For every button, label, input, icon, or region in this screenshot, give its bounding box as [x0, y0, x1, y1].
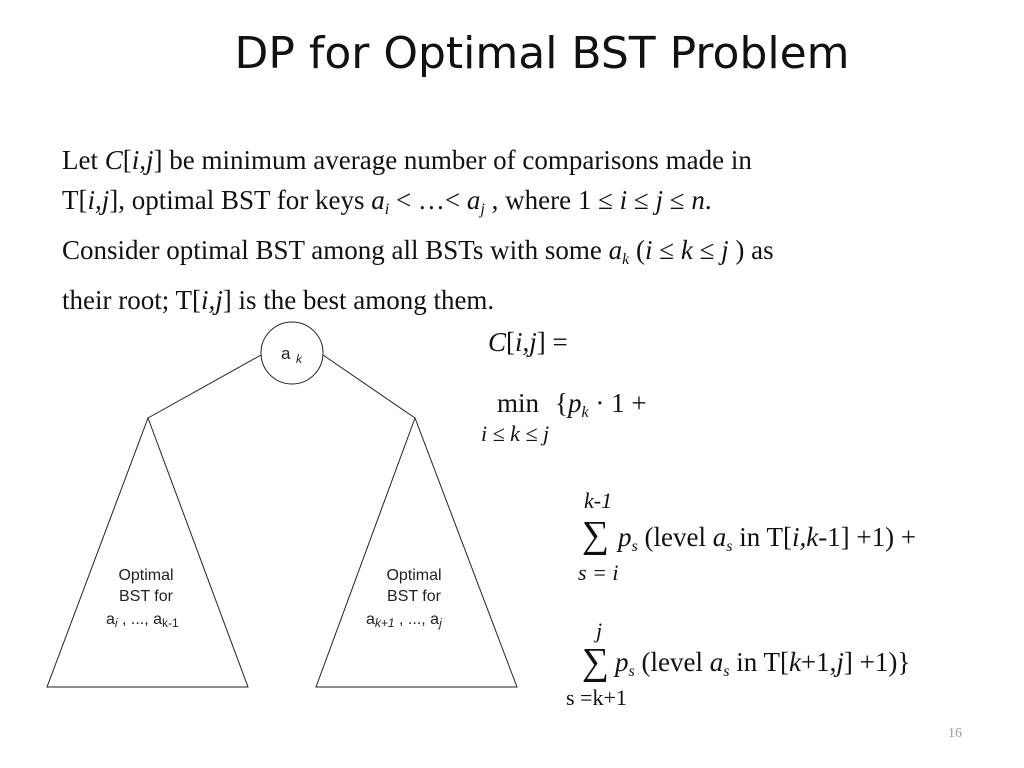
math-var: p — [567, 388, 582, 418]
math-var: i,j — [200, 285, 223, 315]
text-run: their root; T[ — [62, 285, 201, 315]
math-subscript: i — [384, 201, 390, 218]
text-run: Consider optimal BST among all BSTs with some — [62, 235, 609, 265]
text-run: in T[ — [729, 647, 789, 677]
math-var: i,k — [791, 522, 819, 552]
math-var: a — [712, 522, 727, 552]
text-run: ( — [629, 235, 645, 265]
root-label: a — [281, 344, 291, 363]
text-run: (level — [637, 522, 713, 552]
math-var: a — [466, 185, 481, 215]
text-run: [ — [506, 327, 516, 357]
math-var: i — [644, 235, 653, 265]
math-var: j — [836, 647, 844, 677]
sum1-term — [618, 522, 916, 556]
sum1-upper-limit — [584, 488, 612, 514]
key-subscript: j — [439, 616, 442, 630]
text-run: in T[ — [732, 522, 792, 552]
root-node — [261, 322, 323, 384]
math-var: a — [371, 185, 385, 215]
text-run: ≤ — [627, 185, 656, 215]
math-subscript: k — [581, 404, 589, 421]
root-label-sub: k — [296, 352, 302, 366]
formula-min-range: i ≤ k ≤ j — [481, 421, 550, 446]
math-var: C — [488, 327, 507, 357]
right-subtree-triangle — [316, 418, 517, 687]
text-run: T[ — [62, 185, 88, 215]
math-var: j — [721, 235, 729, 265]
math-var: a — [709, 647, 724, 677]
left-subtree-triangle — [47, 418, 248, 687]
page-number: 16 — [948, 726, 962, 741]
text-run: ] be minimum average number of comparisons made in — [153, 145, 752, 175]
left-subtree-line-2: BST for — [119, 588, 173, 605]
text-run: · 1 + — [588, 388, 647, 418]
key-subscript: i — [114, 616, 118, 630]
math-var: j — [655, 185, 663, 215]
right-subtree-line-1: Optimal — [386, 567, 442, 584]
math-var: p — [618, 522, 632, 552]
sum2-term — [615, 647, 910, 681]
math-var: n — [691, 185, 705, 215]
sum2-lower-limit: s =k+1 — [566, 685, 627, 710]
key-range-text: , ..., a — [394, 611, 440, 628]
key-subscript: k+1 — [374, 616, 395, 630]
sum2-upper-limit: j — [596, 618, 603, 643]
sum2-sigma: ∑ — [582, 641, 610, 683]
math-subscript: k — [622, 251, 630, 268]
math-subscript: s — [631, 538, 638, 555]
math-var: i,j — [515, 327, 537, 357]
text-run: ≤ — [652, 235, 681, 265]
left-subtree-line-1: Optimal — [118, 567, 174, 584]
key-label: a — [106, 611, 115, 628]
text-run: ] = — [536, 327, 568, 357]
text-run: , where 1 ≤ — [484, 185, 620, 215]
math-var: a — [608, 235, 623, 265]
key-subscript: k-1 — [162, 616, 179, 630]
formula-min-line — [497, 388, 647, 422]
text-run: [ — [122, 145, 132, 175]
math-var: p — [615, 647, 629, 677]
text-run: < …< — [389, 185, 467, 215]
key-range-text: , ..., a — [117, 611, 163, 628]
math-subscript: s — [628, 663, 635, 680]
math-var: k-1 — [584, 488, 613, 513]
root-left-edge — [148, 355, 261, 418]
text-run: -1] +1) + — [818, 522, 917, 552]
text-run: { — [555, 388, 568, 418]
sum1-sigma: ∑ — [582, 514, 610, 556]
text-run: (level — [634, 647, 710, 677]
math-var: i — [619, 185, 628, 215]
slide-title: DP for Optimal BST Problem — [234, 28, 850, 79]
text-run: ], optimal BST for keys — [109, 185, 372, 215]
right-subtree-line-2: BST for — [387, 588, 441, 605]
text-run: . — [704, 185, 712, 215]
math-var: C — [104, 145, 123, 175]
key-label: a — [366, 611, 375, 628]
math-var: k — [680, 235, 693, 265]
text-run: ≤ — [692, 235, 722, 265]
text-run: ≤ — [663, 185, 692, 215]
text-run: +1, — [800, 647, 837, 677]
text-run: ] is the best among them. — [222, 285, 495, 315]
math-var: i,j — [87, 185, 110, 215]
math-subscript: s — [723, 663, 730, 680]
text-run: Let — [62, 145, 105, 175]
math-var: k — [788, 647, 801, 677]
root-right-edge — [323, 355, 415, 418]
text-run: ] +1)} — [843, 647, 911, 677]
math-subscript: j — [480, 201, 485, 218]
math-subscript: s — [726, 538, 733, 555]
sum1-lower-limit: s = i — [578, 560, 619, 585]
min-operator: min — [497, 388, 540, 418]
text-run: ) as — [728, 235, 774, 265]
math-var: i,j — [131, 145, 154, 175]
formula-lhs — [488, 327, 568, 358]
